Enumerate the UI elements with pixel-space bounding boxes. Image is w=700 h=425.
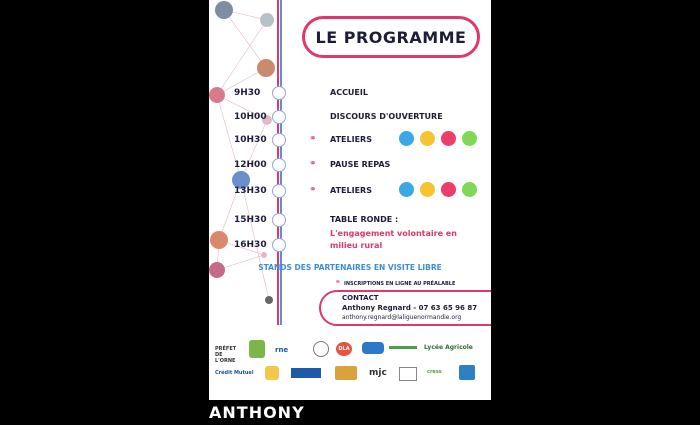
program-title: LE PROGRAMME xyxy=(302,16,480,58)
timeline-node xyxy=(272,213,286,227)
schedule-time: 15H30 xyxy=(234,215,267,225)
partner-logos xyxy=(209,332,491,392)
mjc-logo: mjc xyxy=(369,368,387,378)
timeline-node xyxy=(272,158,286,172)
green-text-logo xyxy=(389,346,417,349)
timeline-node xyxy=(272,133,286,147)
inscription-text: INSCRIPTIONS EN LIGNE AU PRÉALABLE xyxy=(344,281,456,287)
caption-text: ANTHONY xyxy=(209,403,305,422)
outline-logo xyxy=(399,367,417,381)
credit-mutuel-logo: Crédit Mutuel xyxy=(215,370,254,376)
people-icon: ⚭ xyxy=(309,159,317,169)
schedule-row-closing xyxy=(209,236,491,256)
yellow-logo xyxy=(265,366,279,380)
prefet-logo: PRÉFET DE L'ORNE xyxy=(215,346,237,364)
schedule-row-accueil xyxy=(209,84,491,104)
workshop-dot-green xyxy=(462,182,477,197)
schedule-row-pause xyxy=(209,156,491,176)
people-icon: ⚭ xyxy=(309,185,317,195)
banner-logo xyxy=(291,368,321,378)
schedule-time: 16H30 xyxy=(234,240,267,250)
lycee-agricole-logo: Lycée Agricole xyxy=(424,344,473,351)
contact-phone: Anthony Regnard - 07 63 65 96 87 xyxy=(342,304,478,312)
contact-email: anthony.regnard@laliguenormandie.org xyxy=(342,314,462,321)
schedule-time: 9H30 xyxy=(234,88,261,98)
stands-text: STANDS DES PARTENAIRES EN VISITE LIBRE xyxy=(258,263,442,272)
workshop-dot-yellow xyxy=(420,182,435,197)
mountain-logo xyxy=(459,365,475,380)
schedule-label: TABLE RONDE : xyxy=(330,215,399,224)
timeline-node xyxy=(272,86,286,100)
contact-title: CONTACT xyxy=(342,294,379,302)
schedule-row-ateliers-1 xyxy=(209,131,491,151)
rne-logo: rne xyxy=(275,346,289,354)
schedule-label: ATELIERS xyxy=(330,135,372,144)
workshop-dot-pink xyxy=(441,182,456,197)
schedule-time: 13H30 xyxy=(234,186,267,196)
schedule-time: 12H00 xyxy=(234,160,267,170)
schedule-label: DISCOURS D'OUVERTURE xyxy=(330,112,443,121)
workshop-dot-blue xyxy=(399,131,414,146)
workshop-dot-blue xyxy=(399,182,414,197)
workshop-dot-yellow xyxy=(420,131,435,146)
schedule-label: ATELIERS xyxy=(330,186,372,195)
people-icon: ⚭ xyxy=(335,278,341,286)
timeline-node xyxy=(272,110,286,124)
program-poster xyxy=(209,0,491,400)
workshop-dot-green xyxy=(462,131,477,146)
workshop-dot-pink xyxy=(441,131,456,146)
schedule-time: 10H00 xyxy=(234,112,267,122)
people-icon: ⚭ xyxy=(309,134,317,144)
logo-mark xyxy=(249,340,265,358)
schedule-row-discours xyxy=(209,108,491,128)
cress-logo: cress xyxy=(427,369,442,375)
landscape-logo xyxy=(335,366,357,380)
timeline-node xyxy=(272,184,286,198)
schedule-row-ateliers-2 xyxy=(209,182,491,202)
timeline-node xyxy=(272,238,286,252)
table-ronde-subtitle: L'engagement volontaire en milieu rural xyxy=(330,229,457,250)
dla-logo: DLA xyxy=(336,342,352,356)
seal-logo xyxy=(313,341,329,357)
schedule-label: PAUSE REPAS xyxy=(330,160,391,169)
schedule-label: ACCUEIL xyxy=(330,88,368,97)
schedule-time: 10H30 xyxy=(234,135,267,145)
blue-logo xyxy=(362,342,384,354)
